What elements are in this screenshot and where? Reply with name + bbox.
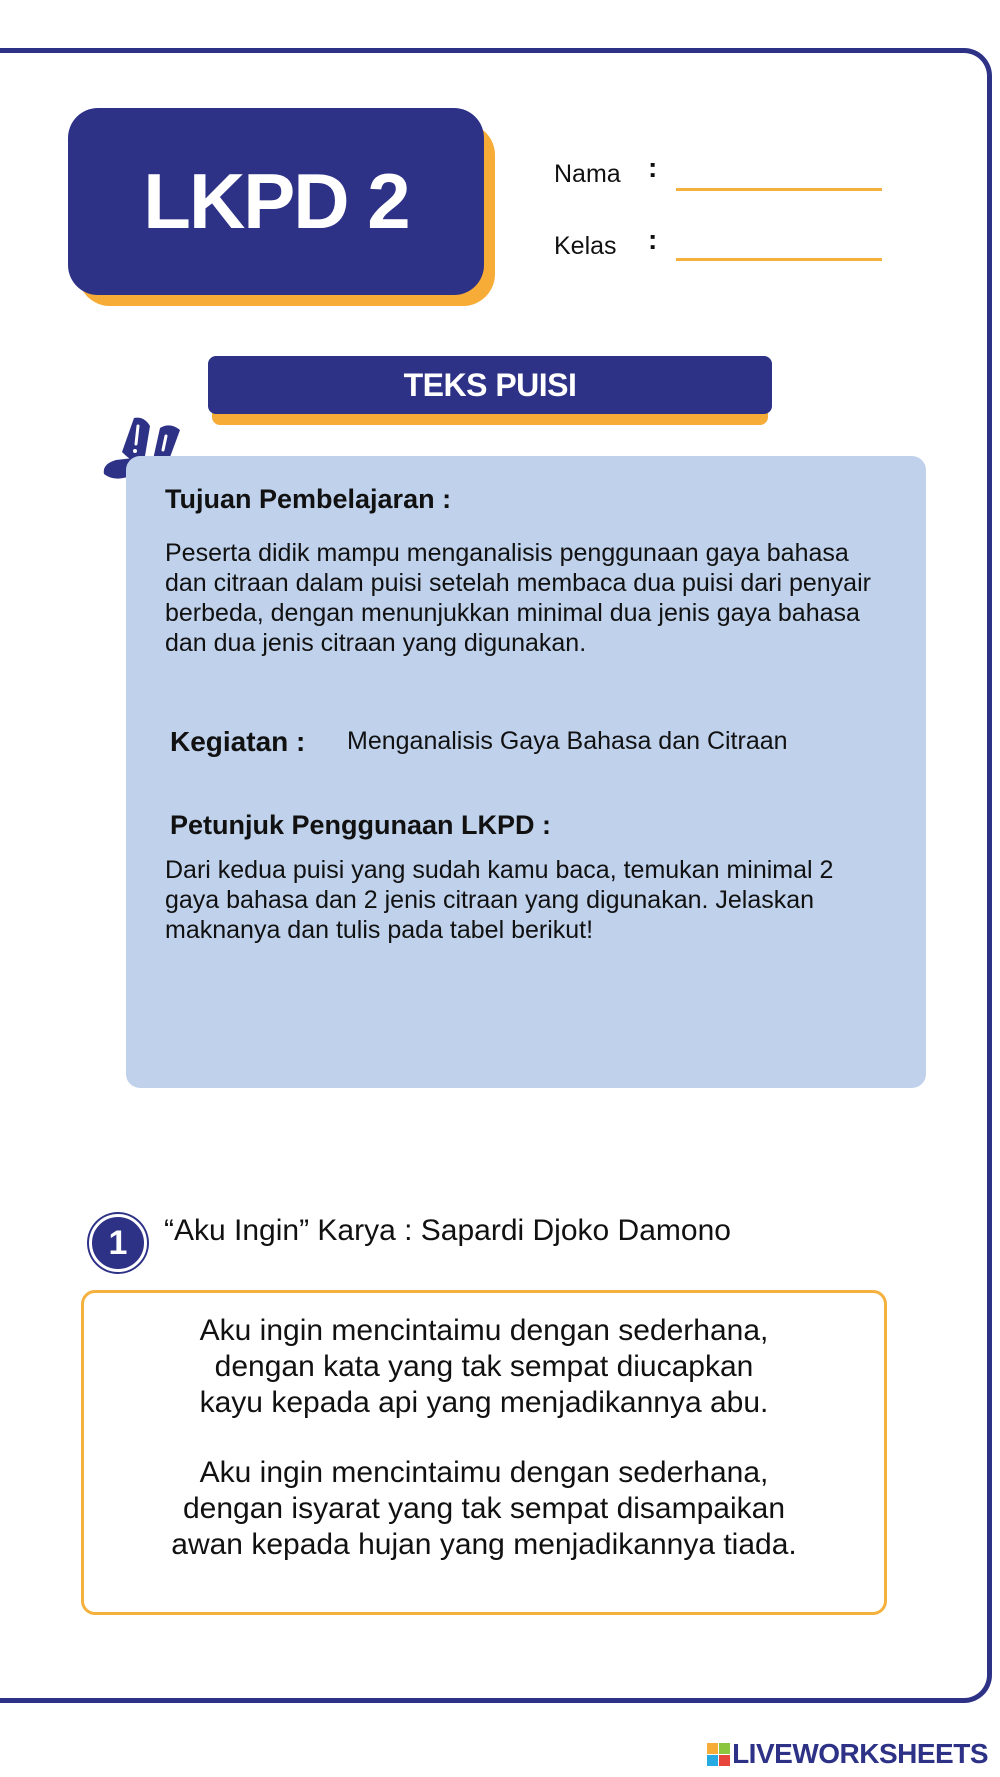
kegiatan-heading: Kegiatan :	[170, 726, 306, 757]
poem-line: kayu kepada api yang menjadikannya abu.	[199, 1386, 769, 1419]
footer-brand[interactable]	[707, 1738, 988, 1770]
poem-number-badge	[89, 1214, 147, 1272]
kelas-field[interactable]	[676, 258, 882, 261]
poem-stanza-1	[84, 1313, 884, 1421]
poem-box	[81, 1290, 887, 1615]
tujuan-text: Peserta didik mampu menganalisis penggunaan gaya bahasa dan citraan dalam puisi setelah membaca dua puisi dari penyair berbeda, dengan menunjukkan minimal dua jenis gaya bahasa dan dua jenis citraan yang digunakan.	[165, 539, 871, 657]
kegiatan-text: Menganalisis Gaya Bahasa dan Citraan	[347, 727, 788, 755]
nama-label: Nama	[554, 160, 621, 188]
page-title: LKPD 2	[143, 157, 409, 245]
poem-line: awan kepada hujan yang menjadikannya tiada.	[171, 1528, 797, 1561]
poem-line: dengan isyarat yang tak sempat disampaikan	[182, 1492, 786, 1525]
petunjuk-text: Dari kedua puisi yang sudah kamu baca, temukan minimal 2 gaya bahasa dan 2 jenis citraan yang digunakan. Jelaskan maknanya dan tulis pada tabel berikut!	[165, 856, 834, 944]
banner-label: TEKS PUISI	[403, 366, 577, 403]
poem-number: 1	[108, 1223, 128, 1262]
poem-line: dengan kata yang tak sempat diucapkan	[214, 1350, 754, 1383]
poem-line: Aku ingin mencintaimu dengan sederhana,	[199, 1314, 769, 1347]
poem-line: Aku ingin mencintaimu dengan sederhana,	[199, 1456, 769, 1489]
poem-stanza-2	[84, 1455, 884, 1563]
kelas-label: Kelas	[554, 232, 617, 260]
nama-colon: :	[648, 152, 658, 183]
title-box	[68, 108, 484, 295]
petunjuk-heading: Petunjuk Penggunaan LKPD :	[170, 810, 552, 840]
kelas-colon: :	[648, 224, 658, 255]
section-banner	[208, 356, 772, 414]
tujuan-heading: Tujuan Pembelajaran :	[165, 484, 452, 514]
liveworksheets-logo-icon	[707, 1743, 730, 1766]
poem-title: “Aku Ingin” Karya : Sapardi Djoko Damono	[164, 1214, 731, 1247]
nama-field[interactable]	[676, 188, 882, 191]
brand-name: LIVEWORKSHEETS	[732, 1738, 988, 1769]
